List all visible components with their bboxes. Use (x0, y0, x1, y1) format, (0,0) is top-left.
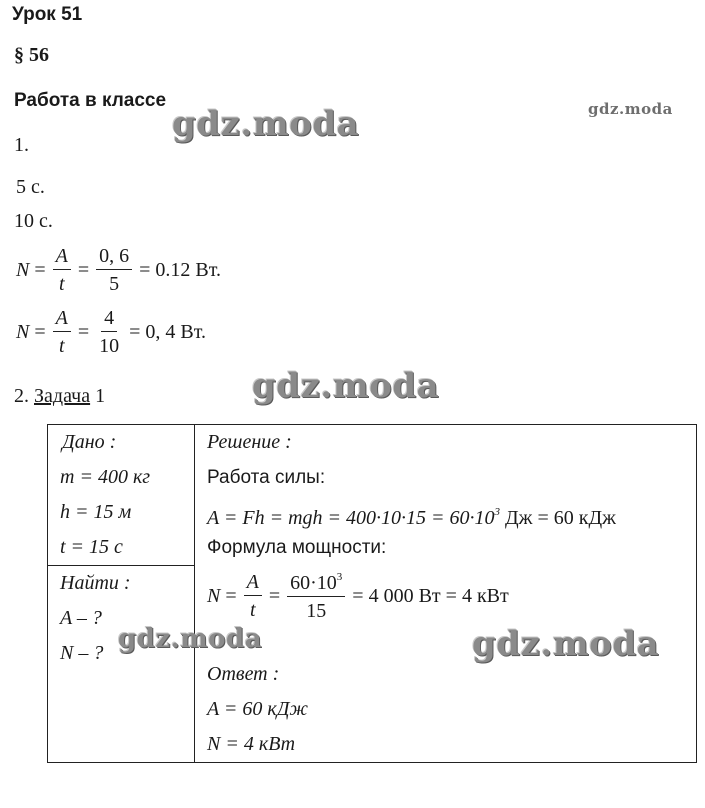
eq2-den-2: 10 (99, 335, 120, 357)
eq1-frac-2 (96, 246, 132, 294)
eq1-den-2: 5 (109, 273, 120, 295)
item-1-time-2: 10 с. (14, 210, 53, 232)
eq2-frac-1 (53, 308, 71, 356)
power-num-2-exp: 3 (336, 570, 343, 583)
lesson-title: Урок 51 (12, 4, 83, 25)
find-cell (48, 566, 195, 763)
power-num-2: 60·10 (290, 571, 337, 594)
watermark-logo: gdz.moda (588, 100, 673, 118)
power-label: Формула мощности: (207, 537, 387, 558)
eq2-result: 0, 4 Вт. (145, 320, 206, 343)
equation-2: N = $\frac{A}{t}$ = $\frac{4}{10}$ = 0, 4 Вт. (16, 307, 206, 357)
eq2-frac-2 (96, 308, 122, 356)
task-label: Задача (34, 385, 91, 407)
item-2-line (14, 385, 105, 408)
find-power: N – ? (60, 642, 104, 664)
power-num-1: A (244, 572, 262, 596)
answer-work: A = 60 кДж (207, 698, 309, 720)
find-title: Найти : (60, 572, 131, 594)
power-result: 4 000 Вт = 4 кВт (368, 584, 509, 607)
eq2-num-1: A (53, 308, 71, 332)
item-1-time-1: 5 с. (16, 176, 45, 198)
eq1-lhs: N (16, 258, 30, 281)
work-formula-text: A = Fh = mgh = 400·10·15 = 60·10 (207, 507, 495, 529)
eq1-num-1: A (53, 246, 71, 270)
eq2-lhs: N (16, 320, 30, 343)
work-formula (195, 495, 696, 530)
solution-cell (195, 425, 697, 763)
given-title: Дано : (62, 431, 117, 453)
solution-title: Решение : (207, 431, 292, 453)
power-lhs: N (207, 584, 221, 607)
power-den-1: t (249, 599, 256, 621)
watermark-logo: gdz.moda (472, 624, 660, 664)
solution-table (47, 424, 697, 763)
eq2-num-2: 4 (101, 308, 117, 332)
equation-1: N = $\frac{A}{t}$ = $\frac{0, 6}{5}$ = 0.12 Вт. (16, 245, 221, 295)
watermark-logo: gdz.moda (172, 104, 360, 144)
power-frac-1 (244, 572, 262, 620)
work-formula-exp: 3 (494, 506, 500, 518)
given-time: t = 15 с (60, 536, 123, 558)
given-cell (48, 425, 195, 566)
answer-title: Ответ : (207, 663, 280, 685)
watermark-logo: gdz.moda (118, 624, 263, 654)
eq1-frac-1 (53, 246, 71, 294)
eq1-den-1: t (58, 273, 65, 295)
section-title: Работа в классе (14, 90, 167, 111)
paragraph-number: § 56 (14, 44, 49, 66)
work-label: Работа силы: (207, 467, 326, 488)
power-frac-2 (287, 572, 345, 621)
item-1-number: 1. (14, 134, 29, 156)
find-work: A – ? (60, 607, 102, 629)
work-formula-units: Дж = 60 кДж (500, 507, 616, 529)
given-height: h = 15 м (60, 501, 132, 523)
given-mass: m = 400 кг (60, 466, 151, 488)
eq1-num-2: 0, 6 (96, 246, 132, 270)
eq2-den-1: t (58, 335, 65, 357)
eq1-result: 0.12 Вт. (155, 258, 221, 281)
task-number: 1 (95, 385, 106, 407)
watermark-logo: gdz.moda (252, 366, 440, 406)
item-2-number: 2. (14, 385, 29, 407)
power-den-2: 15 (306, 599, 327, 622)
power-equation: N = $\frac{A}{t}$ = $\frac{60\cdot 10^3}{15}$ = 4 000 Вт = 4 кВт (207, 570, 509, 622)
answer-power: N = 4 кВт (207, 733, 296, 755)
